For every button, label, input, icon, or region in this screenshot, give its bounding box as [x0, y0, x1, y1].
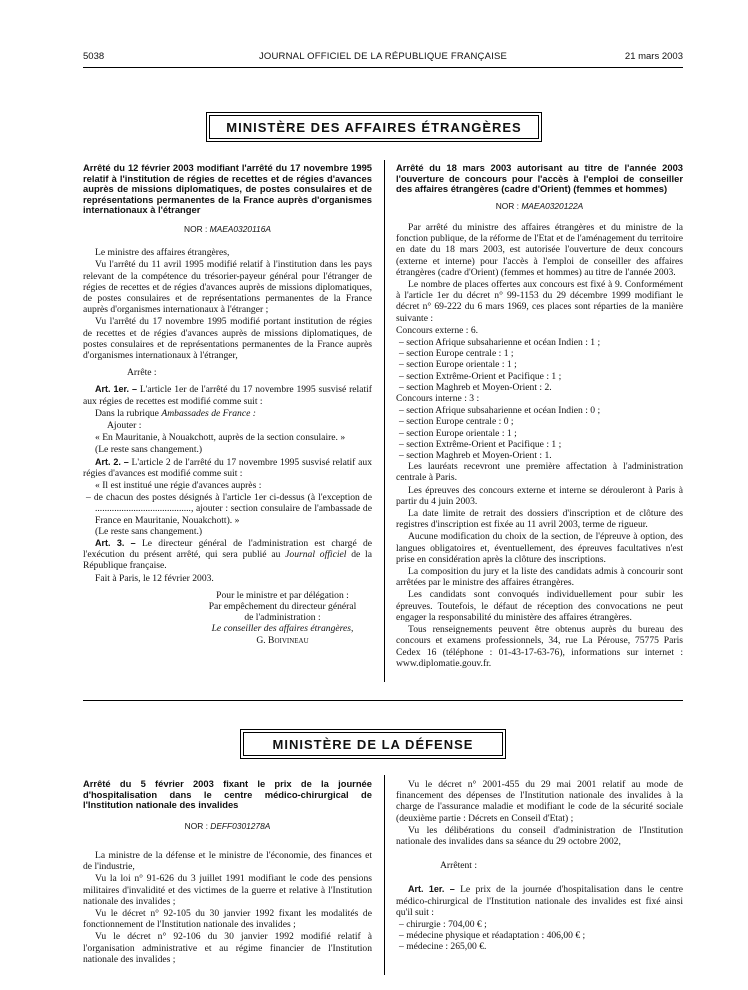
list-item: – section Europe orientale : 1 ; [399, 359, 517, 371]
list-item: – section Maghreb et Moyen-Orient : 1. [399, 450, 552, 462]
nor-code: MAEA0320122A [521, 200, 584, 211]
list-item: – section Extrême-Orient et Pacifique : 1 ; [399, 370, 562, 382]
list-item: – section Afrique subsaharienne et océan Indien : 0 ; [399, 405, 601, 417]
paragraph: Les candidats sont convoqués individuellement pour subir les épreuves. Toutefois, le défaut de réception des convocations ne peut engager la responsabilité du ministère des affaires étrangères. [396, 589, 683, 623]
paragraph: Vu l'arrêté du 11 avril 1995 modifié relatif à l'institution dans les pays relevant de la compétence du trésorier-payeur général pour l'étranger de régies de recettes et de régies d'avances auprès de missions diplomatiques, de postes consulaires et de représentations permanentes de la France auprès d'organismes internationaux à l'étranger ; [83, 259, 372, 316]
article-3: Art. 3. – Le directeur général de l'administration est chargé de l'exécution du présent arrêté, qui sera publié au Journal officiel de la République française. [83, 538, 372, 572]
signatory-name: G. Boivineau [256, 634, 309, 646]
paragraph: Les épreuves des concours externe et interne se dérouleront à Paris à partir du 4 juin 2003. [396, 484, 683, 507]
price-item: – médecine physique et réadaptation : 406,00 € ; [399, 930, 586, 942]
list-item: – section Extrême-Orient et Pacifique : 1 ; [399, 438, 562, 450]
price-item: – médecine : 265,00 €. [399, 941, 487, 953]
paragraph: Vu la loi n° 91-626 du 3 juillet 1991 modifiant le code des pensions militaires d'invalidité et des victimes de la guerre et relative à l'Institution nationale des invalides ; [83, 873, 372, 907]
decree-title: Arrêté du 5 février 2003 fixant le prix de la journée d'hospitalisation dans le centre médico-chirurgical de l'Institution nationale des invalides [83, 778, 372, 811]
paragraph: Par arrêté du ministre des affaires étrangères et du ministre de la fonction publique, de la réforme de l'Etat et de l'aménagement du territoire en date du 18 mars 2003, est autorisée l'ouverture de deux concours (externe et interne) pour l'accès à l'emploi de conseiller des affaires étrangères (cadre d'Orient) (femmes et hommes) au titre de l'année 2003. [396, 221, 683, 278]
ajouter-line: Ajouter : [107, 420, 142, 432]
paragraph: Aucune modification du choix de la section, de l'épreuve à option, des langues obligatoires et, éventuellement, des épreuves facultatives n'est prise en considération après la clôture des inscriptions. [396, 531, 683, 565]
price-item: – chirurgie : 704,00 € ; [399, 919, 487, 931]
decree-prix-journee-hospitalisation [83, 779, 372, 966]
paragraph: La composition du jury et la liste des candidats admis à concourir sont arrêtées par le ministre des affaires étrangères. [396, 566, 683, 589]
paragraph: Tous renseignements peuvent être obtenus auprès du bureau des concours et examens professionnels, 34, rue La Pérouse, 75775 Paris Cedex 16 (téléphone : 01-43-17-63-76), informations sur internet : www.diplomatie.gouv.fr. [396, 624, 683, 669]
article-2: Art. 2. – L'article 2 de l'arrêté du 17 novembre 1995 susvisé relatif aux régies d'avances est modifié comme suit : [83, 456, 372, 479]
signature-place-date: Fait à Paris, le 12 février 2003. [95, 572, 214, 584]
rest-unchanged: (Le reste sans changement.) [95, 525, 203, 537]
quote-line: « Il est institué une régie d'avances auprès : [95, 480, 262, 492]
journal-title: JOURNAL OFFICIEL DE LA RÉPUBLIQUE FRANÇAISE [258, 51, 508, 62]
nor-reference: NOR : MAEA0320116A [184, 223, 271, 234]
paragraph: Le ministre des affaires étrangères, [95, 247, 230, 259]
quote-line: « En Mauritanie, à Nouakchott, auprès de la section consulaire. » [95, 432, 346, 444]
nor-reference: NOR : DEFF0301278A [184, 820, 271, 831]
paragraph: Le nombre de places offertes aux concours est fixé à 9. Conformément à l'article 1er du décret n° 99-1153 du 29 décembre 1999 modifiant le décret n° 69-222 du 6 mars 1969, ces places sont réparties de la manière suivante : [396, 279, 683, 324]
paragraph: Vu le décret n° 92-106 du 30 janvier 1992 modifié relatif à l'organisation administrative et au régime financier de l'Institution nationale des invalides ; [83, 931, 372, 965]
ministry-title: MINISTÈRE DE LA DÉFENSE [243, 732, 503, 756]
page-header [83, 51, 683, 65]
column-divider [384, 160, 385, 682]
article-1: Art. 1er. – L'article 1er de l'arrêté du 17 novembre 1995 susvisé relatif aux régies de recettes est modifié comme suit : [83, 384, 372, 407]
paragraph: La ministre de la défense et le ministre de l'économie, des finances et de l'industrie, [83, 849, 372, 873]
list-item: – section Europe centrale : 1 ; [399, 348, 514, 360]
ministry-box-defense [240, 729, 506, 759]
arrete-heading: Arrête : [127, 367, 157, 379]
signature-block: Pour le ministre et par délégation : Par empêchement du directeur général de l'administration : Le conseiller des affaires étrangères, G. Boivineau [193, 590, 372, 646]
decree-concours-conseiller [396, 163, 683, 670]
article-1: Art. 1er. – Le prix de la journée d'hospitalisation dans le centre médico-chirurgical de l'Institution nationale des invalides est fixé ainsi qu'il suit : [396, 884, 683, 918]
decree-prix-journee-continued [396, 779, 683, 953]
paragraph: Vu les délibérations du conseil d'administration de l'Institution nationale des invalides dans sa séance du 29 octobre 2002, [396, 824, 683, 848]
header-rule [83, 67, 683, 68]
nor-reference: NOR : MAEA0320122A [495, 200, 584, 211]
section-rule [83, 700, 683, 701]
paragraph: Vu le décret n° 92-105 du 30 janvier 1992 fixant les modalités de fonctionnement de l'Institution nationale des invalides ; [83, 908, 372, 931]
ministry-box-affaires-etrangeres [206, 112, 542, 142]
concours-externe-label: Concours externe : 6. [396, 324, 479, 336]
list-item: – section Europe centrale : 0 ; [399, 416, 514, 428]
paragraph: La date limite de retrait des dossiers d'inscription et de clôture des registres d'inscription est fixée au 11 avril 2003, terme de rigueur. [396, 508, 683, 531]
list-item: – section Afrique subsaharienne et océan Indien : 1 ; [399, 337, 601, 349]
rest-unchanged: (Le reste sans changement.) [95, 444, 203, 456]
decree-title: Arrêté du 12 février 2003 modifiant l'arrêté du 17 novembre 1995 relatif à l'institution de régies de recettes et de régies d'avances auprès de missions diplomatiques, de postes consulaires et de représentations permanentes de la France auprès d'organismes internationaux à l'étranger [83, 162, 372, 216]
paragraph: Vu le décret n° 2001-455 du 29 mai 2001 relatif au mode de financement des dépenses de l'Institution nationale des invalides à la charge de l'assurance maladie et modifiant le code de la sécurité sociale (deuxième partie : Décrets en Conseil d'Etat) ; [396, 779, 683, 824]
nor-code: DEFF0301278A [210, 820, 271, 831]
concours-interne-label: Concours interne : 3 : [396, 393, 480, 405]
decree-affaires-etrangeres-regies [83, 163, 372, 646]
paragraph: Les lauréats recevront une première affectation à l'administration centrale à Paris. [396, 461, 683, 484]
issue-date: 21 mars 2003 [624, 51, 683, 62]
dash-item: – de chacun des postes désignés à l'article 1er ci-dessus (à l'exception de ........................................, ajouter : section consulaire de l'ambassade de France en Mauritanie, Nouakchott). » [86, 492, 372, 526]
column-divider [384, 775, 385, 975]
nor-code: MAEA0320116A [209, 223, 271, 234]
decree-title: Arrêté du 18 mars 2003 autorisant au titre de l'année 2003 l'ouverture de concours pour l'accès à l'emploi de conseiller des affaires étrangères (cadre d'Orient) (femmes et hommes) [396, 162, 683, 195]
arretent-heading: Arrêtent : [440, 860, 478, 872]
rubric-line: Dans la rubrique Ambassades de France : [95, 407, 256, 419]
ministry-title: MINISTÈRE DES AFFAIRES ÉTRANGÈRES [209, 115, 539, 139]
paragraph: Vu l'arrêté du 17 novembre 1995 modifié portant institution de régies de recettes et de régies d'avances auprès de missions diplomatiques, de postes consulaires et de représentations permanentes de la France auprès d'organismes internationaux à l'étranger, [83, 316, 372, 361]
page-number: 5038 [83, 51, 105, 62]
list-item: – section Europe orientale : 1 ; [399, 427, 517, 439]
list-item: – section Maghreb et Moyen-Orient : 2. [399, 381, 552, 393]
